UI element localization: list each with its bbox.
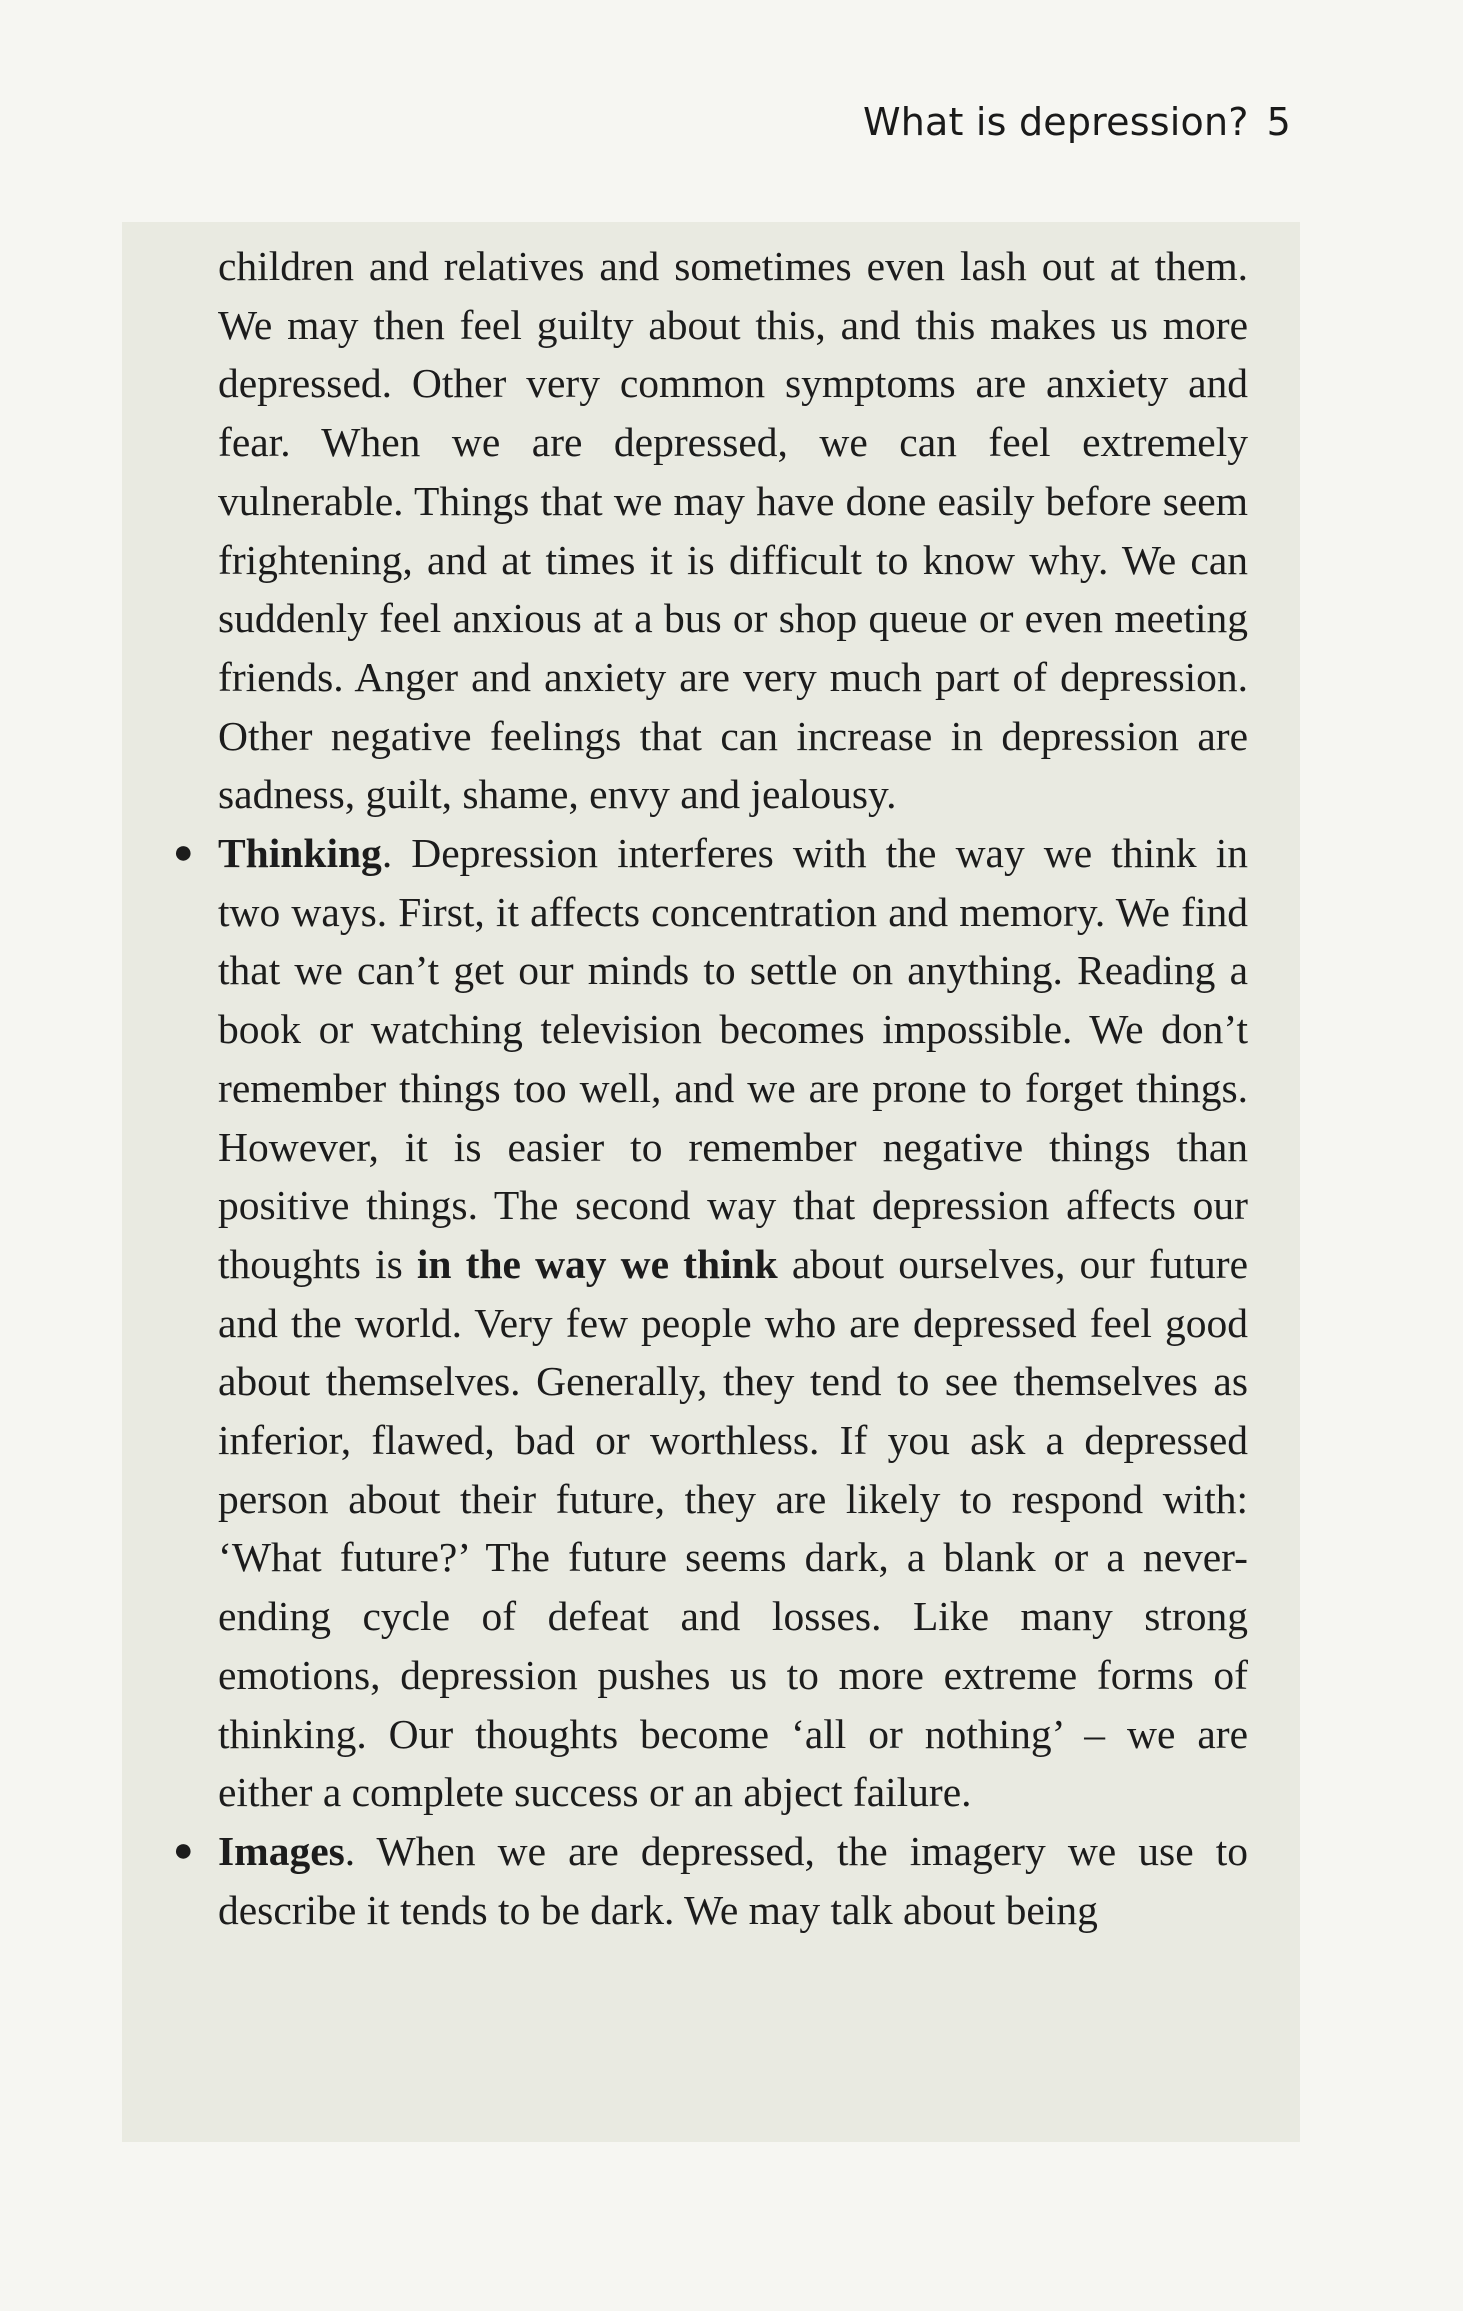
emphasis-text: in the way we think [416,1240,778,1287]
bullet-term: Thinking [218,830,382,877]
page-number: 5 [1266,100,1291,144]
header-title: What is depression? [863,100,1249,144]
body-text [173,237,1248,1939]
bullet-text-cont: about ourselves, our future and the world. Very few people who are depressed feel good about themselves. Generally, they tend to see themselves as inferior, flawed, bad or worthless. If you ask a depressed person about their future, they are likely to respond with: ‘What future?’ The future seems dark, a blank or a never-ending cycle of defeat and losses. Like many strong emotions, depression pushes us to more extreme forms of thinking. Our thoughts become ‘all or nothing’ – we are either a complete success or an abject failure. [218,1240,1248,1816]
bullet-images [173,1822,1248,1939]
bullet-dot-icon: ● [173,1831,194,1869]
bullet-dot-icon: ● [173,834,194,872]
bullet-text: . When we are depressed, the imagery we use to describe it tends to be dark. We may talk about being [218,1827,1248,1933]
bullet-term: Images [218,1827,345,1874]
continued-paragraph: children and relatives and sometimes even lash out at them. We may then feel guilty about this, and this makes us more depressed. Other very common symptoms are anxiety and fear. When we are depressed, we can feel extremely vulnerable. Things that we may have done easily before seem frightening, and at times it is difficult to know why. We can suddenly feel anxious at a bus or shop queue or even meeting friends. Anger and anxiety are very much part of depression. Other negative feelings that can increase in depression are sadness, guilt, shame, envy and jealousy. [218,243,1248,818]
running-header [863,100,1291,144]
bullet-thinking [173,824,1248,1822]
bullet-text: . Depression interferes with the way we think in two ways. First, it affects concentration and memory. We find that we can’t get our minds to settle on anything. Reading a book or watching television becomes impossible. We don’t remember things too well, and we are prone to forget things. However, it is easier to remember negative things than positive things. The second way that depression affects our thoughts is [218,830,1248,1287]
